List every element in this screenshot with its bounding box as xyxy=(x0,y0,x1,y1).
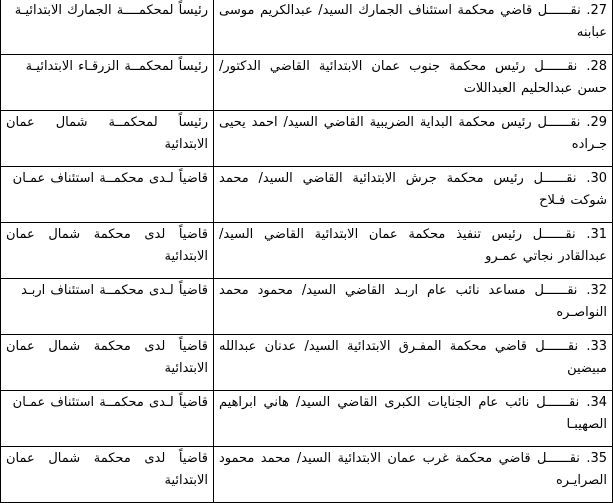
transfer-from-cell xyxy=(214,55,613,111)
row-number: 32. xyxy=(586,283,607,298)
row-number: 31. xyxy=(586,227,607,242)
row-number: 27. xyxy=(586,3,607,18)
row-number: 34. xyxy=(586,395,607,410)
transfer-to-cell: قاضياً لدى محكمة شمال عمان الابتدائية xyxy=(1,223,214,279)
row-number: 28. xyxy=(586,59,607,74)
transfer-from-cell xyxy=(214,335,613,391)
transfer-from-cell xyxy=(214,279,613,335)
transfer-from-text: نقــــــل قاضي محكمة غرب عمان الابتدائية السيد/ محمد محمود الصرايـره xyxy=(219,451,607,488)
table-row xyxy=(1,55,613,111)
row-number: 35. xyxy=(586,451,607,466)
transfers-table-body xyxy=(1,0,613,503)
row-number: 33. xyxy=(586,339,607,354)
table-row xyxy=(1,335,613,391)
row-number: 29. xyxy=(586,115,607,130)
transfer-from-text: نقــــــل رئيس محكمة جرش الابتدائية القاضي السيد/ محمد شوكت فـلاح xyxy=(219,171,607,208)
table-row xyxy=(1,111,613,167)
table-row xyxy=(1,223,613,279)
transfer-from-cell xyxy=(214,391,613,447)
transfer-to-cell: قاضياً لـدى محكمــة استئناف عمـان xyxy=(1,391,214,447)
transfer-to-cell: رئيساً لمحكمــة شمال عمان الابتدائية xyxy=(1,111,214,167)
transfer-from-text: نقــــــل نائب عام الجنايات الكبرى القاضي السيد/ هاني ابراهيم الصهيبـا xyxy=(219,395,607,432)
table-row xyxy=(1,279,613,335)
transfer-from-text: نقــــــل مساعد نائب عام اربـد القاضي السيد/ محمود محمد النواصـره xyxy=(219,283,607,320)
transfer-from-text: نقــــــل قاضي محكمة استئناف الجمارك السيد/ عبدالكريم موسى عبابنه xyxy=(219,3,607,40)
transfer-to-cell: رئيساً لمحكمــة الزرقـاء الابتدائيـة xyxy=(1,55,214,111)
table-row xyxy=(1,167,613,223)
transfer-to-cell: قاضياً لدى محكمة شمال عمان الابتدائية xyxy=(1,447,214,503)
transfer-from-text: نقــــــل رئيس تنفيذ محكمة عمان الابتدائية القاضي السيد/ عبدالقادر نجاتي عمـرو xyxy=(219,227,607,264)
row-number: 30. xyxy=(586,171,607,186)
transfer-from-cell xyxy=(214,447,613,503)
table-row xyxy=(1,391,613,447)
transfer-from-cell xyxy=(214,167,613,223)
transfer-from-cell xyxy=(214,111,613,167)
table-row xyxy=(1,0,613,55)
transfer-from-text: نقــــــل قاضي محكمة المفـرق الابتدائية السيد/ عدنان عبدالله مبيضين xyxy=(219,339,607,376)
transfer-to-cell: قاضياً لدى محكمة شمال عمان الابتدائية xyxy=(1,335,214,391)
transfer-from-text: نقــــــل رئيس محكمة جنوب عمان الابتدائية القاضي الدكتور/ حسن عبدالحليم العبداللات xyxy=(219,59,607,96)
transfer-to-cell: قاضياً لـدى محكمــة استئناف اربـد xyxy=(1,279,214,335)
transfer-from-text: نقــــــل رئيس محكمة البداية الضريبية القاضي السيد/ احمد يحيى جـراده xyxy=(219,115,607,152)
table-row xyxy=(1,447,613,503)
transfer-from-cell xyxy=(214,223,613,279)
transfer-to-cell: قاضياً لـدى محكمــة استئناف عمـان xyxy=(1,167,214,223)
transfer-from-cell xyxy=(214,0,613,55)
transfer-to-cell: رئيساً لمحكمــــة الجمارك الابتدائيـة xyxy=(1,0,214,55)
